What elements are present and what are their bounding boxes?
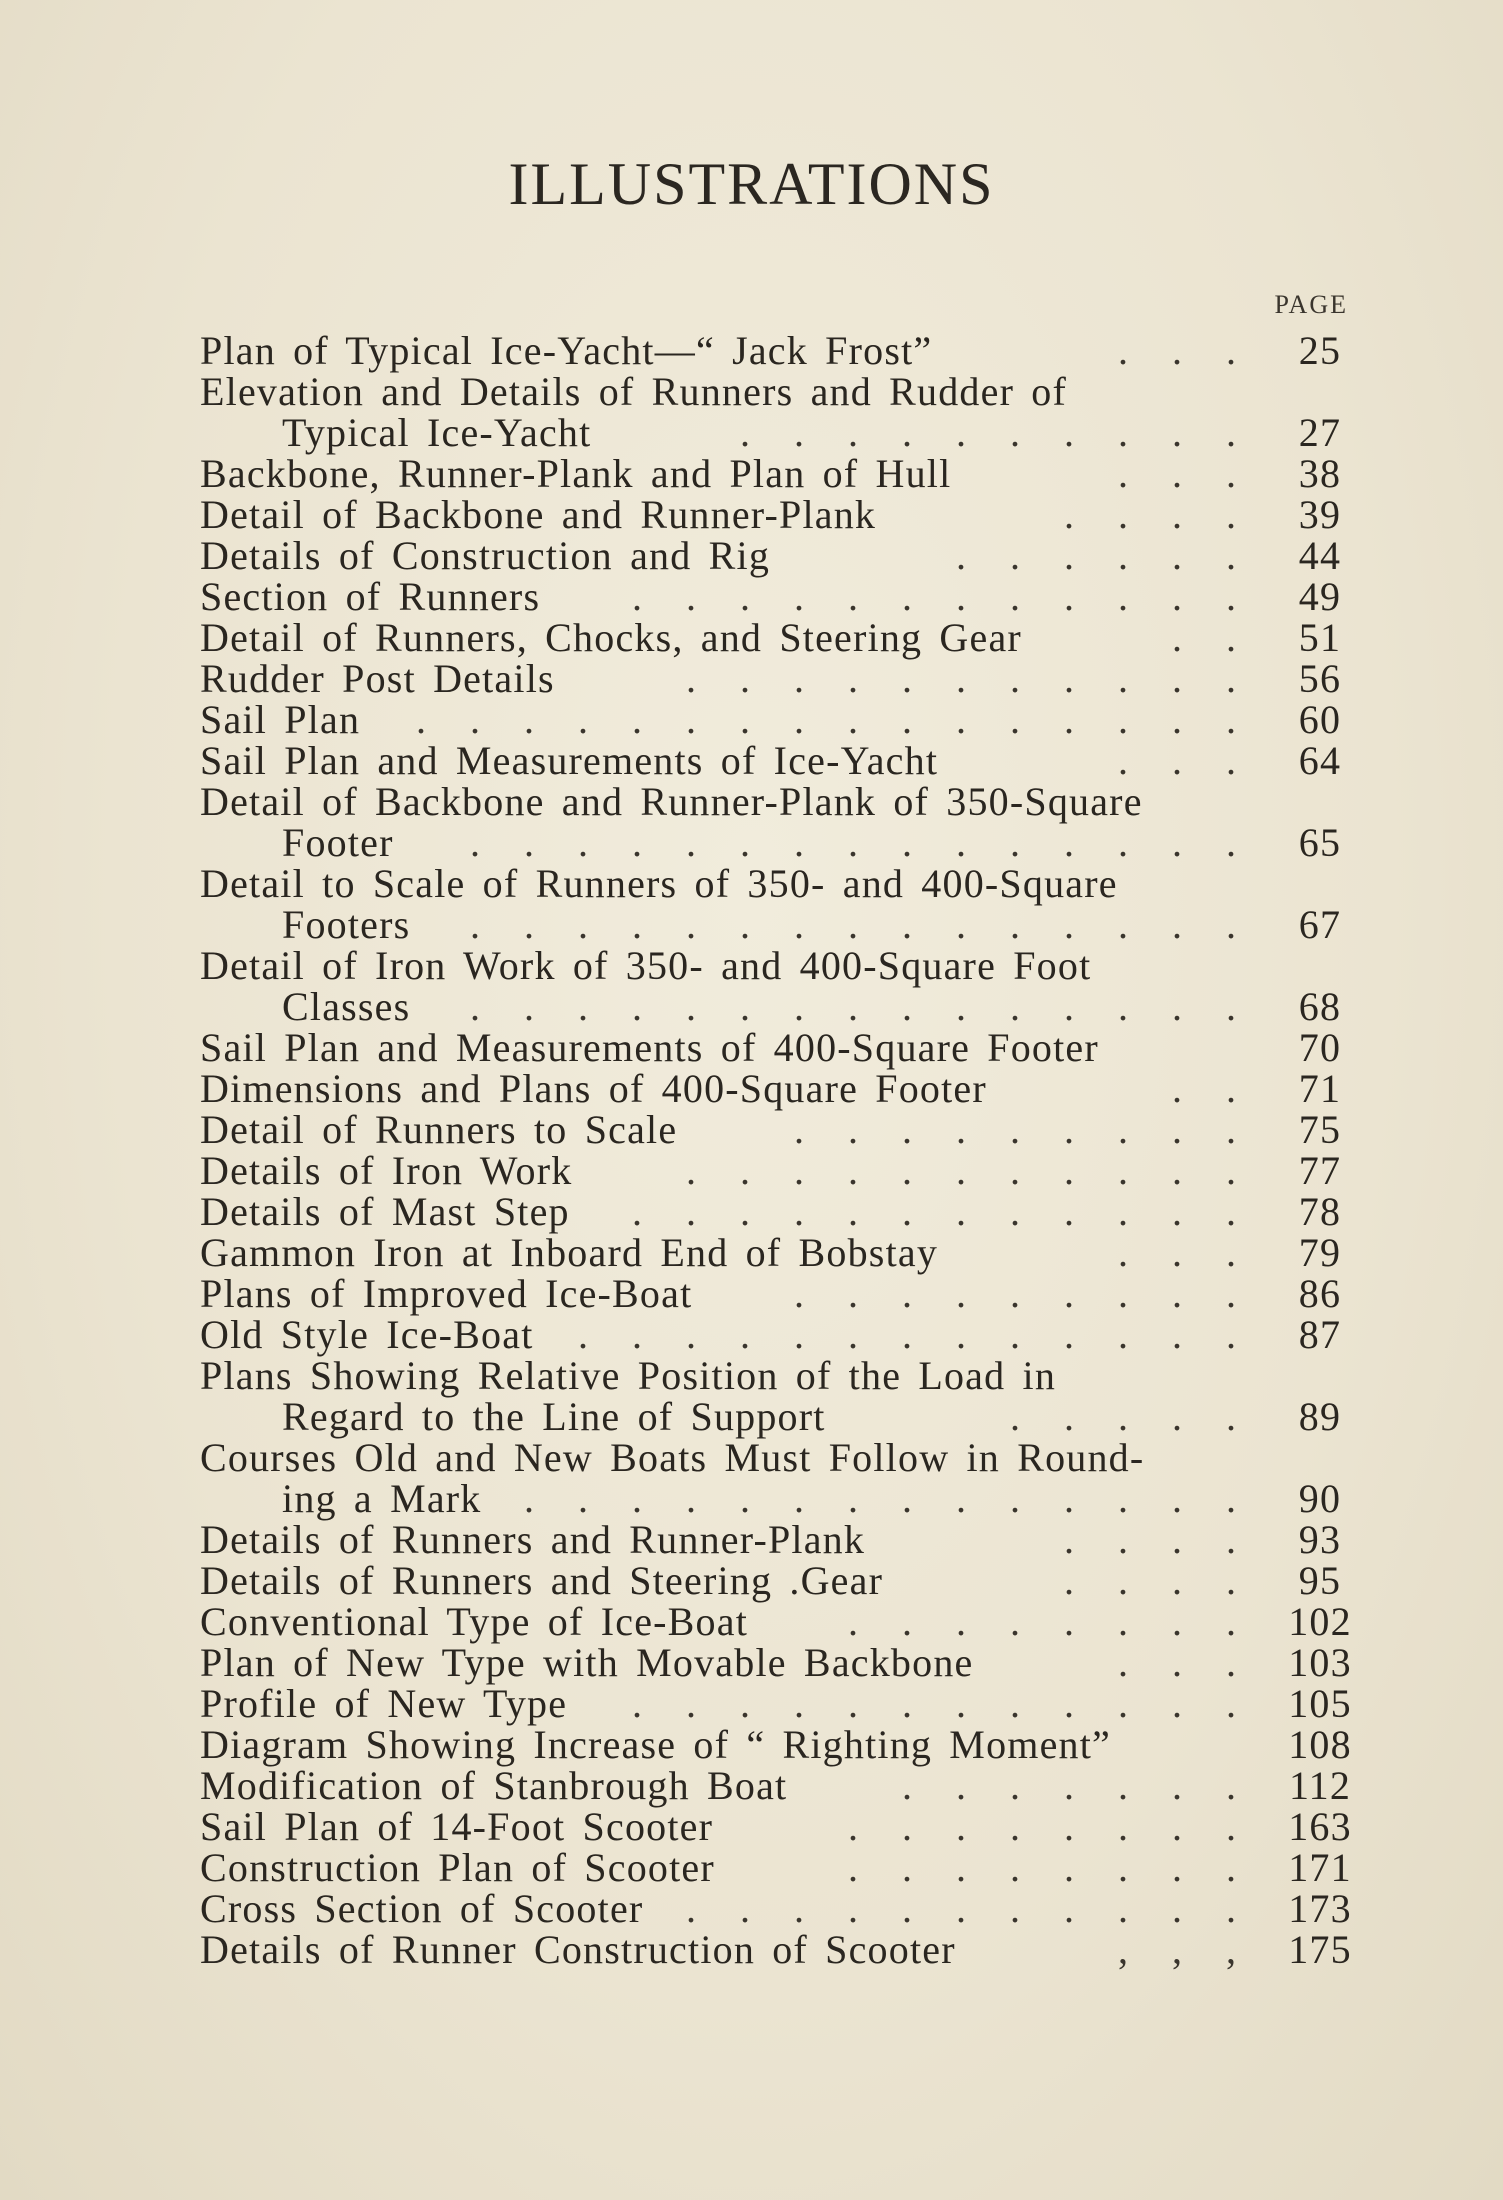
entry-page-number: 89: [1298, 1394, 1342, 1439]
entry-page-number: 27: [1298, 410, 1342, 455]
entry-title: Details of Construction and Rig: [200, 533, 771, 578]
entry-title: Cross Section of Scooter: [200, 1886, 644, 1931]
leader-dots: . . . . . . . . . . . .: [632, 1681, 1250, 1726]
entry-title: Old Style Ice-Boat: [200, 1312, 534, 1357]
leader-dots: . . . . . . . . . . . . . . .: [470, 984, 1250, 1029]
leader-dots: . . . . . . . . . . . . .: [578, 1312, 1250, 1357]
leader-dots: . . . . . . . . . . .: [686, 1148, 1250, 1193]
entry-title: Detail of Runners to Scale: [200, 1107, 678, 1152]
list-item: [200, 617, 1360, 658]
list-item: [200, 330, 1360, 371]
entry-title: Detail of Iron Work of 350- and 400-Square Foot: [200, 943, 1092, 988]
leader-dots: . .: [1172, 1066, 1250, 1111]
list-item: [200, 781, 1360, 822]
leader-dots: . . . . . .: [956, 533, 1250, 578]
leader-dots: . . . .: [1064, 1558, 1250, 1603]
list-item: [200, 1478, 1360, 1519]
entry-page-number: 25: [1298, 328, 1342, 373]
entry-title: Detail of Backbone and Runner-Plank of 350-Square: [200, 779, 1143, 824]
entry-page-number: 60: [1298, 697, 1342, 742]
entry-page-number: 175: [1288, 1927, 1352, 1972]
leader-dots: . . . . . . .: [902, 1763, 1250, 1808]
entry-page-number: 51: [1298, 615, 1342, 660]
entry-title: Regard to the Line of Support: [282, 1394, 826, 1439]
entry-page-number: 108: [1288, 1722, 1352, 1767]
entry-title: Gammon Iron at Inboard End of Bobstay: [200, 1230, 939, 1275]
list-item: [200, 699, 1360, 740]
entry-title: Section of Runners: [200, 574, 541, 619]
entry-title: Typical Ice-Yacht: [282, 410, 592, 455]
leader-dots: . . . . . . . .: [848, 1804, 1250, 1849]
entry-page-number: 173: [1288, 1886, 1352, 1931]
entry-title: Details of Runners and Steering .Gear: [200, 1558, 884, 1603]
entry-page-number: 105: [1288, 1681, 1352, 1726]
leader-dots: . . . . . . . . . . . . . . .: [470, 820, 1250, 865]
leader-dots: . . . . . . . . . . .: [686, 656, 1250, 701]
illustrations-list: [200, 330, 1360, 1970]
leader-dots: . . . . . . . .: [848, 1845, 1250, 1890]
entry-title: Plan of New Type with Movable Backbone: [200, 1640, 974, 1685]
list-item: [200, 1601, 1360, 1642]
entry-title: ing a Mark: [282, 1476, 482, 1521]
list-item: [200, 453, 1360, 494]
entry-title: Dimensions and Plans of 400-Square Footer: [200, 1066, 987, 1111]
page-column-header: PAGE: [1274, 290, 1348, 319]
list-item: [200, 1273, 1360, 1314]
list-item: [200, 986, 1360, 1027]
leader-dots: . . .: [1118, 451, 1250, 496]
list-item: [200, 904, 1360, 945]
leader-dots: . . . . . . . . . . . .: [632, 1189, 1250, 1234]
leader-dots: . . . . . . . . . . . . . .: [524, 1476, 1250, 1521]
list-item: [200, 822, 1360, 863]
list-item: [200, 1437, 1360, 1478]
entry-page-number: 44: [1298, 533, 1342, 578]
entry-title: Detail of Runners, Chocks, and Steering Gear: [200, 615, 1022, 660]
list-item: [200, 1396, 1360, 1437]
entry-title: Conventional Type of Ice-Boat: [200, 1599, 749, 1644]
entry-page-number: 65: [1298, 820, 1342, 865]
leader-dots: . . . . . . . . . .: [740, 410, 1250, 455]
list-item: [200, 1109, 1360, 1150]
entry-page-number: 68: [1298, 984, 1342, 1029]
entry-page-number: 163: [1288, 1804, 1352, 1849]
entry-title: Profile of New Type: [200, 1681, 568, 1726]
entry-page-number: 64: [1298, 738, 1342, 783]
leader-dots: . .: [1172, 615, 1250, 660]
entry-page-number: 90: [1298, 1476, 1342, 1521]
leader-dots: . . . . . . . . . . . . . . .: [470, 902, 1250, 947]
list-item: [200, 1355, 1360, 1396]
list-item: [200, 1765, 1360, 1806]
entry-title: Details of Runner Construction of Scooter: [200, 1927, 956, 1972]
entry-page-number: 70: [1298, 1025, 1342, 1070]
list-item: [200, 1806, 1360, 1847]
entry-title: Backbone, Runner-Plank and Plan of Hull: [200, 451, 952, 496]
entry-title: Construction Plan of Scooter: [200, 1845, 715, 1890]
entry-page-number: 171: [1288, 1845, 1352, 1890]
list-item: [200, 1888, 1360, 1929]
entry-page-number: 102: [1288, 1599, 1352, 1644]
list-item: [200, 494, 1360, 535]
entry-title: Sail Plan: [200, 697, 361, 742]
entry-title: Footer: [282, 820, 394, 865]
list-item: [200, 1314, 1360, 1355]
entry-title: Plan of Typical Ice-Yacht—“ Jack Frost”: [200, 328, 933, 373]
entry-title: Sail Plan and Measurements of 400-Square Footer: [200, 1025, 1099, 1070]
list-item: [200, 1642, 1360, 1683]
entry-title: Modification of Stanbrough Boat: [200, 1763, 788, 1808]
entry-title: Details of Runners and Runner-Plank: [200, 1517, 866, 1562]
entry-title: Courses Old and New Boats Must Follow in Round-: [200, 1435, 1145, 1480]
entry-page-number: 78: [1298, 1189, 1342, 1234]
entry-page-number: 79: [1298, 1230, 1342, 1275]
leader-dots: . . . . .: [1010, 1394, 1250, 1439]
list-item: [200, 1027, 1360, 1068]
entry-page-number: 39: [1298, 492, 1342, 537]
entry-page-number: 95: [1298, 1558, 1342, 1603]
entry-page-number: 71: [1298, 1066, 1342, 1111]
list-item: [200, 1724, 1360, 1765]
entry-page-number: 87: [1298, 1312, 1342, 1357]
leader-dots: . . .: [1118, 1640, 1250, 1685]
list-item: [200, 1232, 1360, 1273]
entry-page-number: 112: [1288, 1763, 1352, 1808]
entry-title: Detail to Scale of Runners of 350- and 400-Square: [200, 861, 1118, 906]
entry-page-number: 103: [1288, 1640, 1352, 1685]
list-item: [200, 535, 1360, 576]
entry-page-number: 86: [1298, 1271, 1342, 1316]
page-title: ILLUSTRATIONS: [508, 151, 995, 217]
list-item: [200, 576, 1360, 617]
list-item: [200, 1150, 1360, 1191]
leader-dots: . . . . . . . . . . .: [686, 1886, 1250, 1931]
leader-dots: . . . . . . . . .: [794, 1271, 1250, 1316]
list-item: [200, 658, 1360, 699]
leader-dots: . . . .: [1064, 1517, 1250, 1562]
list-item: [200, 1683, 1360, 1724]
entry-page-number: 56: [1298, 656, 1342, 701]
entry-page-number: 75: [1298, 1107, 1342, 1152]
entry-title: Diagram Showing Increase of “ Righting Moment”: [200, 1722, 1112, 1767]
entry-page-number: 49: [1298, 574, 1342, 619]
list-item: [200, 945, 1360, 986]
entry-page-number: 77: [1298, 1148, 1342, 1193]
list-item: [200, 740, 1360, 781]
list-item: [200, 412, 1360, 453]
leader-dots: . . . . . . . .: [848, 1599, 1250, 1644]
list-item: [200, 1560, 1360, 1601]
leader-dots: . . .: [1118, 1230, 1250, 1275]
list-item: [200, 1847, 1360, 1888]
entry-title: Plans of Improved Ice-Boat: [200, 1271, 693, 1316]
list-item: [200, 1068, 1360, 1109]
list-item: [200, 1929, 1360, 1970]
leader-dots: . . .: [1118, 738, 1250, 783]
entry-title: Detail of Backbone and Runner-Plank: [200, 492, 877, 537]
entry-page-number: 38: [1298, 451, 1342, 496]
entry-title: Footers: [282, 902, 411, 947]
list-item: [200, 371, 1360, 412]
entry-title: Sail Plan and Measurements of Ice-Yacht: [200, 738, 939, 783]
entry-page-number: 67: [1298, 902, 1342, 947]
entry-page-number: 93: [1298, 1517, 1342, 1562]
entry-title: Elevation and Details of Runners and Rudder of: [200, 369, 1068, 414]
entry-title: Classes: [282, 984, 411, 1029]
entry-title: Sail Plan of 14-Foot Scooter: [200, 1804, 714, 1849]
entry-title: Rudder Post Details: [200, 656, 555, 701]
leader-dots: , , ,: [1118, 1927, 1250, 1972]
list-item: [200, 1191, 1360, 1232]
leader-dots: . . . .: [1064, 492, 1250, 537]
leader-dots: . . . . . . . . . . . .: [632, 574, 1250, 619]
list-item: [200, 1519, 1360, 1560]
entry-title: Plans Showing Relative Position of the Load in: [200, 1353, 1057, 1398]
leader-dots: . . .: [1118, 328, 1250, 373]
entry-title: Details of Iron Work: [200, 1148, 573, 1193]
entry-title: Details of Mast Step: [200, 1189, 570, 1234]
leader-dots: . . . . . . . . .: [794, 1107, 1250, 1152]
leader-dots: . . . . . . . . . . . . . . . .: [416, 697, 1250, 742]
list-item: [200, 863, 1360, 904]
